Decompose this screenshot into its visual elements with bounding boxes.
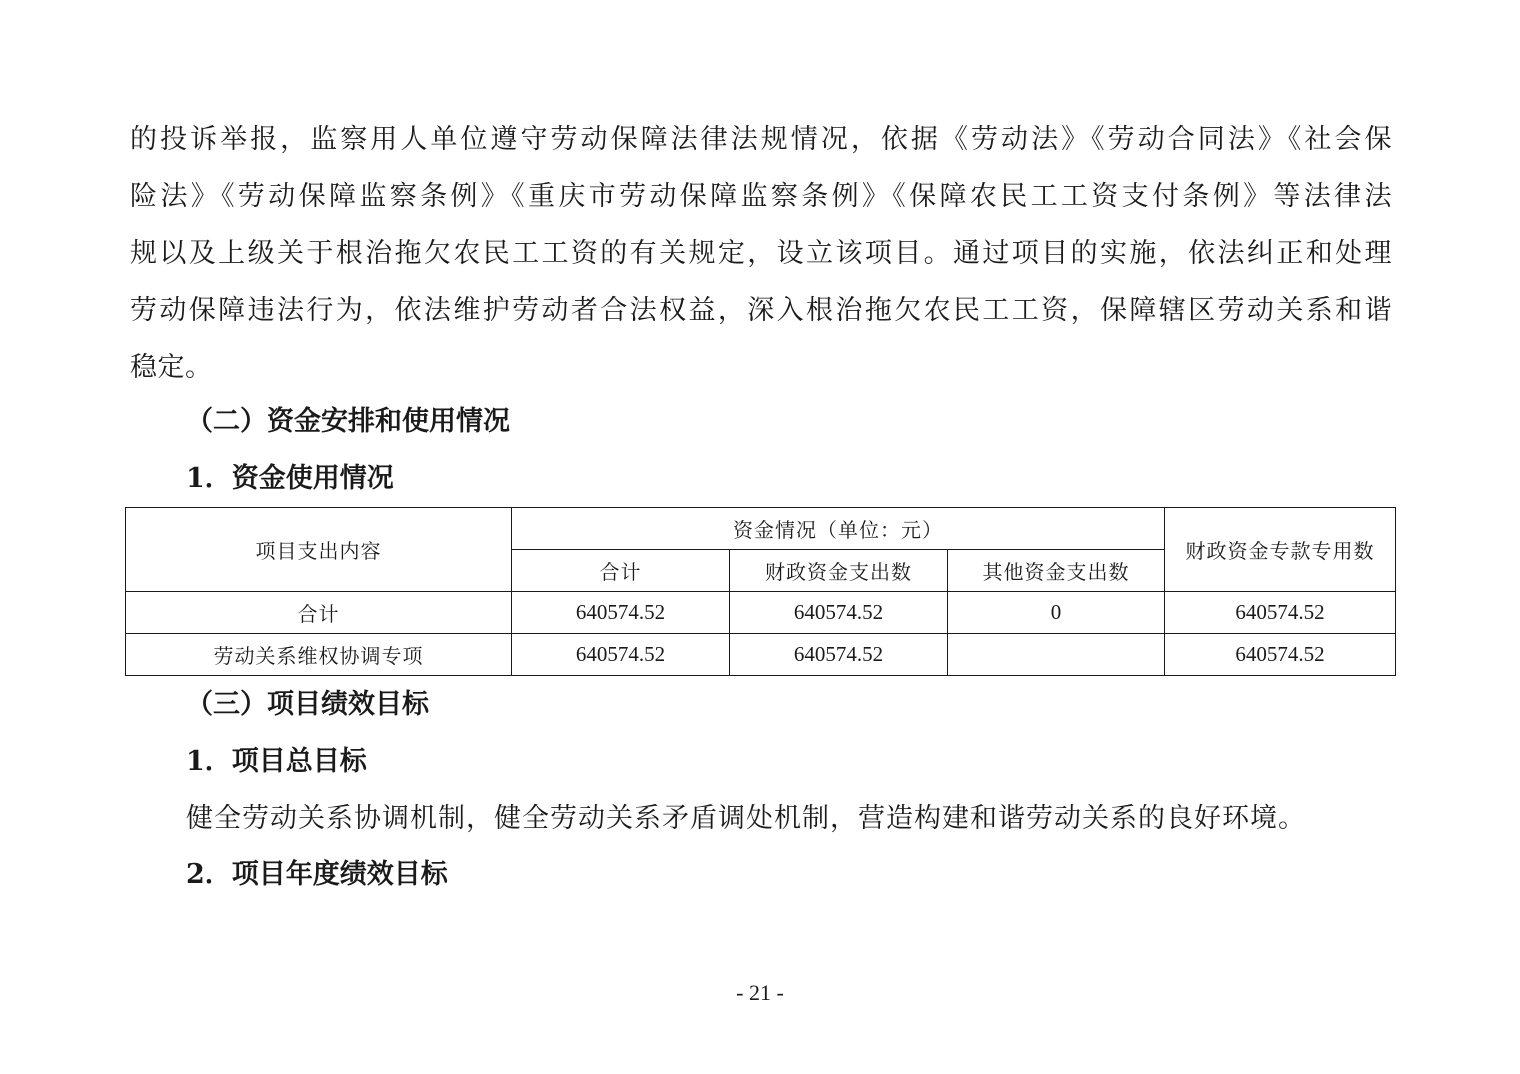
table-header-row — [126, 508, 1396, 550]
subheading-overall-goal: 1．项目总目标 — [186, 746, 367, 777]
row-fiscal: 640574.52 — [730, 634, 948, 676]
row-item: 劳动关系维权协调专项 — [126, 634, 512, 676]
header-fiscal: 财政资金支出数 — [730, 550, 948, 592]
paragraph-line: 稳定。 — [130, 352, 213, 383]
paragraph-line: 的投诉举报，监察用人单位遵守劳动保障法律法规情况，依据《劳动法》《劳动合同法》《社会保 — [130, 124, 1392, 155]
row-total: 640574.52 — [512, 592, 730, 634]
subheading-annual-goal: 2．项目年度绩效目标 — [186, 859, 448, 890]
fund-usage-table — [125, 507, 1396, 676]
row-item: 合计 — [126, 592, 512, 634]
header-total: 合计 — [512, 550, 730, 592]
section-heading-performance: （三）项目绩效目标 — [186, 689, 429, 720]
table-row — [126, 592, 1396, 634]
table-row — [126, 634, 1396, 676]
paragraph-line: 规以及上级关于根治拖欠农民工工资的有关规定，设立该项目。通过项目的实施，依法纠正和处理 — [130, 238, 1392, 269]
paragraph-line: 险法》《劳动保障监察条例》《重庆市劳动保障监察条例》《保障农民工工资支付条例》等法律法 — [130, 181, 1392, 212]
overall-goal-text: 健全劳动关系协调机制，健全劳动关系矛盾调处机制，营造构建和谐劳动关系的良好环境。 — [186, 803, 1306, 834]
row-other — [948, 634, 1165, 676]
row-total: 640574.52 — [512, 634, 730, 676]
header-special: 财政资金专款专用数 — [1165, 508, 1396, 592]
header-other: 其他资金支出数 — [948, 550, 1165, 592]
section-heading-funds: （二）资金安排和使用情况 — [186, 406, 510, 437]
row-special: 640574.52 — [1165, 634, 1396, 676]
subheading-fund-usage: 1．资金使用情况 — [186, 463, 394, 494]
paragraph-line: 劳动保障违法行为，依法维护劳动者合法权益，深入根治拖欠农民工工资，保障辖区劳动关系和谐 — [130, 295, 1392, 326]
row-other: 0 — [948, 592, 1165, 634]
row-fiscal: 640574.52 — [730, 592, 948, 634]
header-funds-group: 资金情况（单位：元） — [512, 508, 1165, 550]
page-number: - 21 - — [736, 980, 784, 1005]
row-special: 640574.52 — [1165, 592, 1396, 634]
header-item: 项目支出内容 — [126, 508, 512, 592]
